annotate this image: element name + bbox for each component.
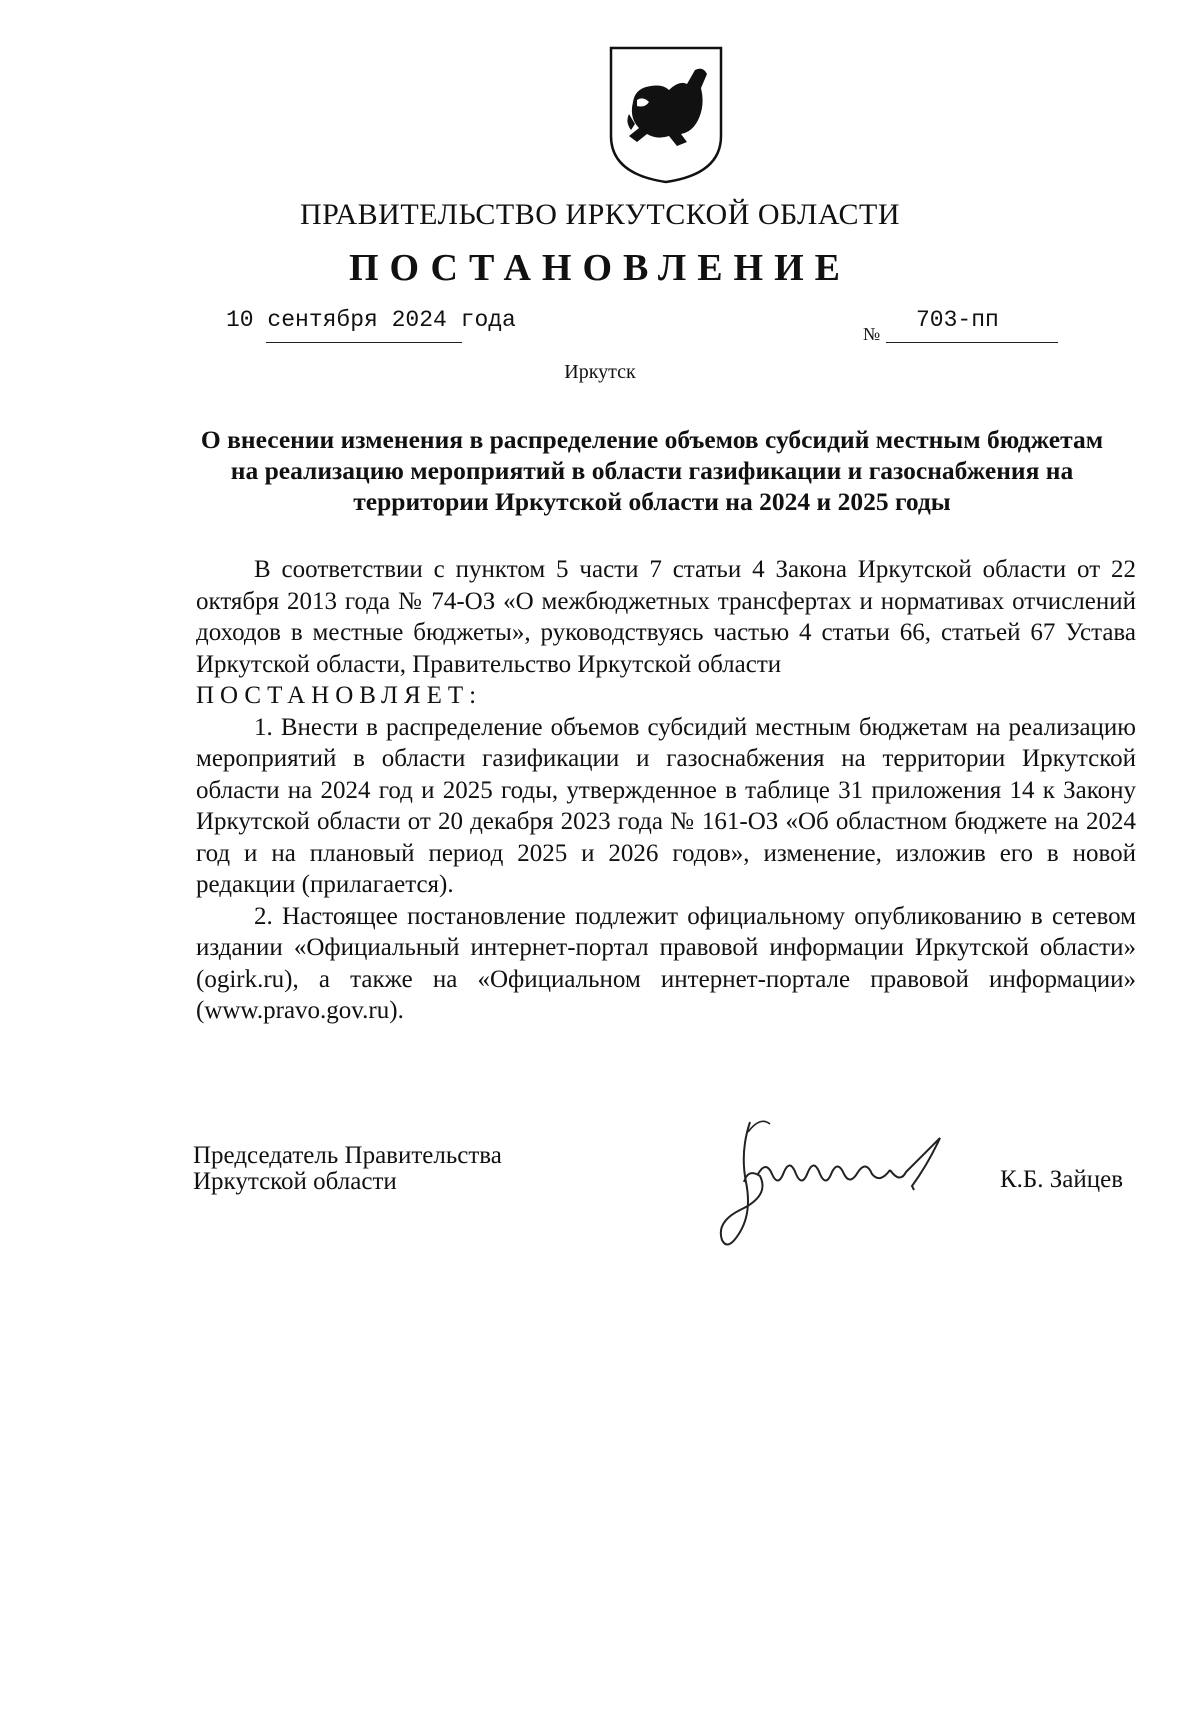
document-date: 10 сентября 2024 года — [226, 307, 516, 333]
document-number: 703-пп — [916, 307, 999, 333]
document-subject: О внесении изменения в распределение объемов субсидий местным бюджетам на реализацию мероприятий в области газификации и газоснабжения на территории Иркутской области на 2024 и 2025 годы — [200, 425, 1104, 516]
item-1-paragraph: 1. Внести в распределение объемов субсидий местным бюджетам на реализацию мероприятий в области газификации и газоснабжения на территории Иркутской области на 2024 год и 2025 годы, утвержденное в таблице 31 приложения 14 к Закону Иркутской области от 20 декабря 2023 года № 161-ОЗ «Об областном бюджете на 2024 год и на плановый период 2025 и 2026 годов», изменение, изложив его в новой редакции (прилагается). — [196, 713, 1136, 898]
preamble-paragraph: В соответствии с пунктом 5 части 7 статьи 4 Закона Иркутской области от 22 октября 2013 года № 74-ОЗ «О межбюджетных трансфертах и нормативах отчислений доходов в местные бюджеты», руководствуясь частью 4 статьи 66, статьей 67 Устава Иркутской области, Правительство Иркутской области — [196, 556, 1136, 678]
government-name: ПРАВИТЕЛЬСТВО ИРКУТСКОЙ ОБЛАСТИ — [299, 198, 901, 231]
decree-word: ПОСТАНОВЛЯЕТ: — [196, 682, 483, 709]
number-underline — [886, 342, 1058, 343]
signatory-name: К.Б. Зайцев — [1000, 1166, 1124, 1193]
irkutsk-coat-of-arms-icon — [607, 44, 725, 186]
item-2-paragraph: 2. Настоящее постановление подлежит официальному опубликованию в сетевом издании «Официальный интернет-портал правовой информации Иркутской области» (ogirk.ru), а также на «Официальном интернет-портале правовой информации» (www.pravo.gov.ru). — [196, 902, 1136, 1024]
signatory-title-line-1: Председатель Правительства — [193, 1142, 502, 1169]
signatory-title — [193, 1143, 502, 1195]
document-body — [196, 554, 1136, 1027]
document-type: ПОСТАНОВЛЕНИЕ — [348, 247, 852, 289]
handwritten-signature-icon — [700, 1112, 990, 1262]
signatory-title-line-2: Иркутской области — [193, 1168, 397, 1195]
number-sign: № — [863, 324, 881, 344]
city: Иркутск — [564, 361, 636, 383]
date-underline — [266, 342, 462, 343]
